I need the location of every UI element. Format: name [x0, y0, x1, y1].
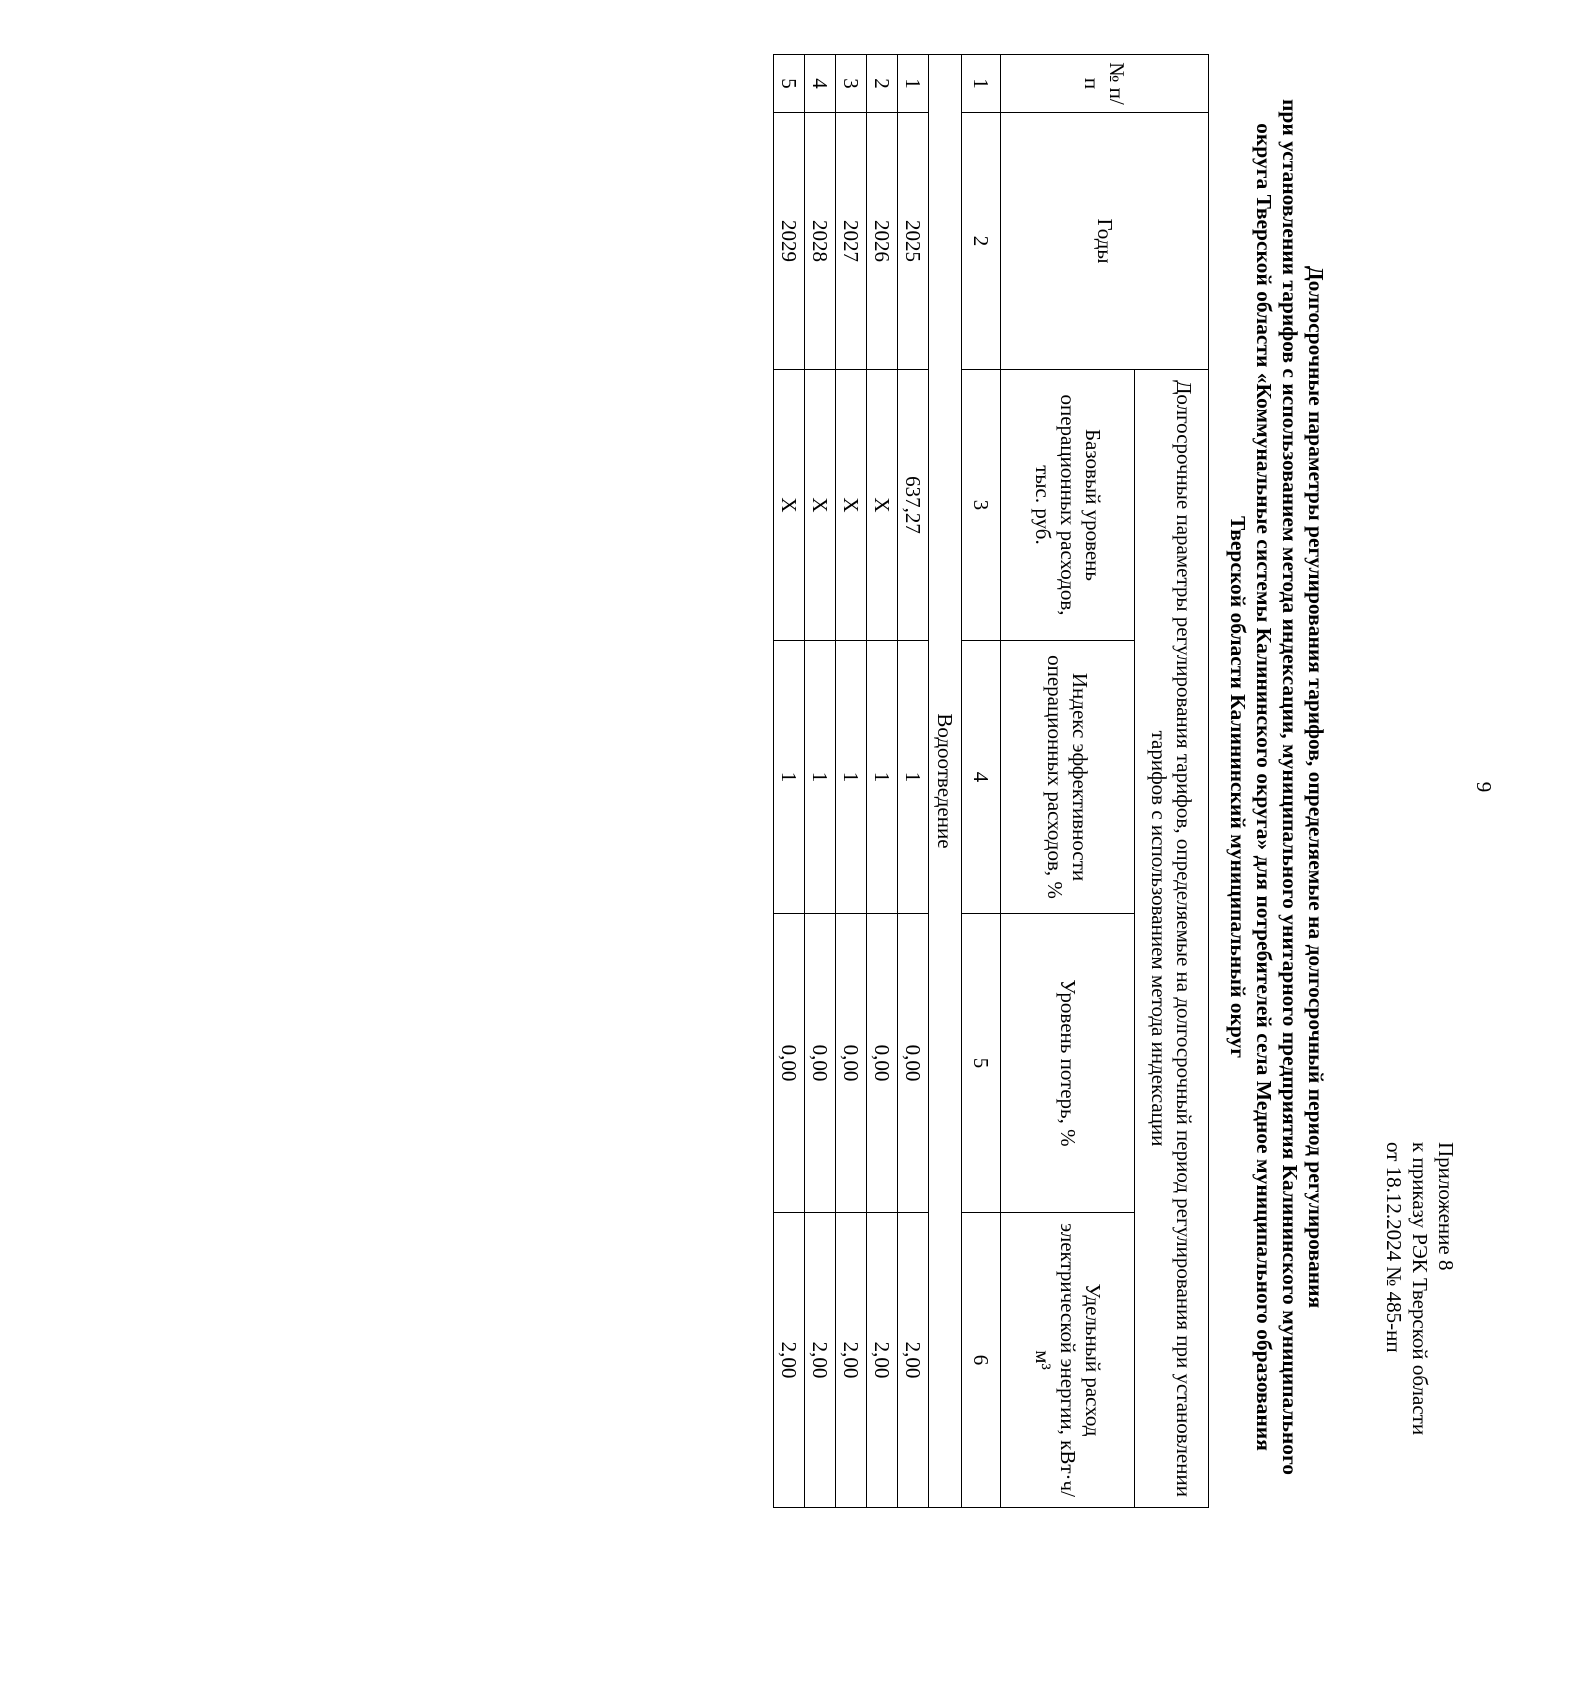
header-num: № п/п [1001, 55, 1209, 113]
row-efficiency: 1 [805, 641, 836, 914]
section-title: Водоотведение [929, 55, 962, 1508]
row-number: 4 [805, 55, 836, 113]
row-year: 2026 [867, 113, 898, 370]
title-line: Долгосрочные параметры регулирования тарифов, определяемые на долгосрочный период регулирования [1304, 265, 1328, 1309]
title-line: округа Тверской области «Коммунальные системы Калининского округа» для потребителей села Медное муниципального образования [1252, 123, 1276, 1451]
table-row [867, 55, 898, 1508]
column-number: 6 [962, 1213, 1001, 1508]
rotated-page-content [400, 0, 1574, 1574]
row-number: 3 [836, 55, 867, 113]
header-years: Годы [1001, 113, 1209, 370]
appendix-line: Приложение 8 [1434, 1142, 1458, 1271]
table-row [805, 55, 836, 1508]
row-energy: 2,00 [805, 1213, 836, 1508]
row-year: 2029 [774, 113, 805, 370]
row-number: 1 [898, 55, 929, 113]
parameters-table [773, 54, 1209, 1508]
page-number: 9 [1472, 781, 1496, 793]
row-efficiency: 1 [836, 641, 867, 914]
row-base-level: X [805, 370, 836, 641]
column-number: 3 [962, 370, 1001, 641]
column-number-row [962, 55, 1001, 1508]
table-row [774, 55, 805, 1508]
header-group: Долгосрочные параметры регулирования тарифов, определяемые на долгосрочный период регулирования при установлении тарифов с использованием метода индексации [1135, 370, 1209, 1508]
header-losses: Уровень потерь, % [1001, 914, 1135, 1213]
row-efficiency: 1 [898, 641, 929, 914]
header-energy: Удельный расход электрической энергии, кВт·ч/м³ [1001, 1213, 1135, 1508]
row-number: 2 [867, 55, 898, 113]
title-line: при установлении тарифов с использованием метода индексации, муниципального унитарного предприятия Калининского муниципального [1278, 98, 1302, 1476]
row-efficiency: 1 [774, 641, 805, 914]
row-number: 5 [774, 55, 805, 113]
row-year: 2025 [898, 113, 929, 370]
row-base-level: X [867, 370, 898, 641]
appendix-block [1381, 1142, 1459, 1435]
row-losses: 0,00 [867, 914, 898, 1213]
row-energy: 2,00 [898, 1213, 929, 1508]
header-efficiency: Индекс эффективности операционных расходов, % [1001, 641, 1135, 914]
column-number: 4 [962, 641, 1001, 914]
row-energy: 2,00 [774, 1213, 805, 1508]
appendix-line: от 18.12.2024 № 485-нп [1382, 1142, 1406, 1353]
row-losses: 0,00 [898, 914, 929, 1213]
row-base-level: X [774, 370, 805, 641]
header-base-level: Базовый уровень операционных расходов, тыс. руб. [1001, 370, 1135, 641]
row-base-level: X [836, 370, 867, 641]
table-row [836, 55, 867, 1508]
row-losses: 0,00 [774, 914, 805, 1213]
table-row [898, 55, 929, 1508]
appendix-line: к приказу РЭК Тверской области [1408, 1142, 1432, 1436]
row-year: 2027 [836, 113, 867, 370]
title-line: Тверской области Калининский муниципальный округ [1226, 515, 1250, 1059]
row-energy: 2,00 [836, 1213, 867, 1508]
column-number: 1 [962, 55, 1001, 113]
row-efficiency: 1 [867, 641, 898, 914]
document-title [1225, 60, 1329, 1514]
row-losses: 0,00 [805, 914, 836, 1213]
row-energy: 2,00 [867, 1213, 898, 1508]
column-number: 5 [962, 914, 1001, 1213]
column-number: 2 [962, 113, 1001, 370]
row-year: 2028 [805, 113, 836, 370]
row-losses: 0,00 [836, 914, 867, 1213]
header-row [1135, 55, 1209, 1508]
section-row [929, 55, 962, 1508]
row-base-level: 637,27 [898, 370, 929, 641]
